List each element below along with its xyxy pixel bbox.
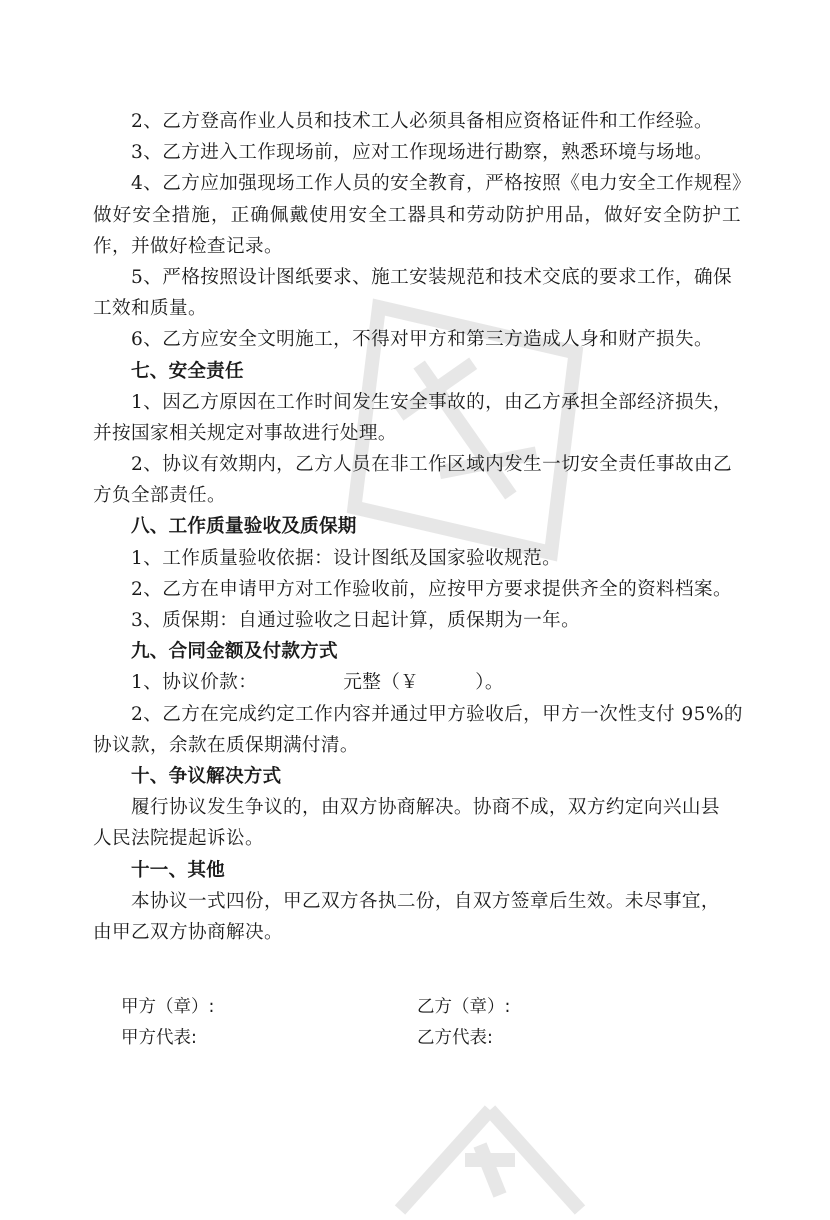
clause-line: 作，并做好检查记录。 [93, 235, 283, 257]
clause-line: 6、乙方应安全文明施工，不得对甲方和第三方造成人身和财产损失。 [131, 329, 714, 351]
clause-line: 3、乙方进入工作现场前，应对工作现场进行勘察，熟悉环境与场地。 [131, 142, 714, 164]
clause-line: 协议款，余款在质保期满付清。 [93, 734, 359, 756]
party-a-representative-label: 甲方代表: [121, 1028, 197, 1049]
price-unit: 元整（￥ [343, 672, 420, 694]
section-heading-payment: 九、合同金额及付款方式 [131, 641, 338, 663]
price-line [93, 667, 741, 698]
contract-page [93, 106, 752, 1054]
clause-line: 履行协议发生争议的，由双方协商解决。协商不成，双方约定向兴山县 [131, 797, 720, 819]
watermark-logo-icon-bottom [380, 1100, 600, 1220]
party-b-seal-label: 乙方（章）: [417, 997, 511, 1018]
clause-line: 2、协议有效期内，乙方人员在非工作区域内发生一切安全责任事故由乙 [131, 454, 733, 476]
party-b-representative-label: 乙方代表: [417, 1028, 493, 1049]
section-heading-dispute: 十、争议解决方式 [131, 765, 282, 787]
clause-line: 4、乙方应加强现场工作人员的安全教育，严格按照《电力安全工作规程》 [131, 173, 752, 195]
signature-row-seal [93, 992, 741, 1023]
clause-line: 并按国家相关规定对事故进行处理。 [93, 422, 397, 444]
clause-line: 工效和质量。 [93, 298, 207, 320]
section-heading-other: 十一、其他 [131, 859, 225, 881]
section-heading-quality: 八、工作质量验收及质保期 [131, 516, 357, 538]
section-heading-safety: 七、安全责任 [131, 360, 244, 382]
clause-line: 方负全部责任。 [93, 485, 226, 507]
clause-line: 做好安全措施，正确佩戴使用安全工器具和劳动防护用品，做好安全防护工 [93, 204, 741, 226]
price-close: ）。 [475, 672, 504, 694]
clause-line: 1、因乙方原因在工作时间发生安全事故的，由乙方承担全部经济损失， [131, 391, 733, 413]
clause-line: 2、乙方在申请甲方对工作验收前，应按甲方要求提供齐全的资料档案。 [131, 578, 733, 600]
clause-line: 2、乙方在完成约定工作内容并通过甲方验收后，甲方一次性支付 95%的 [131, 703, 743, 725]
clause-line: 2、乙方登高作业人员和技术工人必须具备相应资格证件和工作经验。 [131, 111, 714, 132]
party-a-seal-label: 甲方（章）: [121, 997, 215, 1018]
clause-line: 本协议一式四份，甲乙双方各执二份，自双方签章后生效。未尽事宜， [131, 890, 720, 912]
clause-line: 5、严格按照设计图纸要求、施工安装规范和技术交底的要求工作，确保 [131, 266, 733, 288]
spacer [93, 948, 741, 992]
clause-line: 3、质保期：自通过验收之日起计算，质保期为一年。 [131, 610, 581, 631]
price-label: 1、协议价款： [131, 672, 258, 694]
clause-line: 由甲乙双方协商解决。 [93, 921, 283, 943]
signature-row-representative [93, 1023, 741, 1054]
clause-line: 1、工作质量验收依据：设计图纸及国家验收规范。 [131, 547, 562, 569]
clause-line: 人民法院提起诉讼。 [93, 828, 264, 850]
